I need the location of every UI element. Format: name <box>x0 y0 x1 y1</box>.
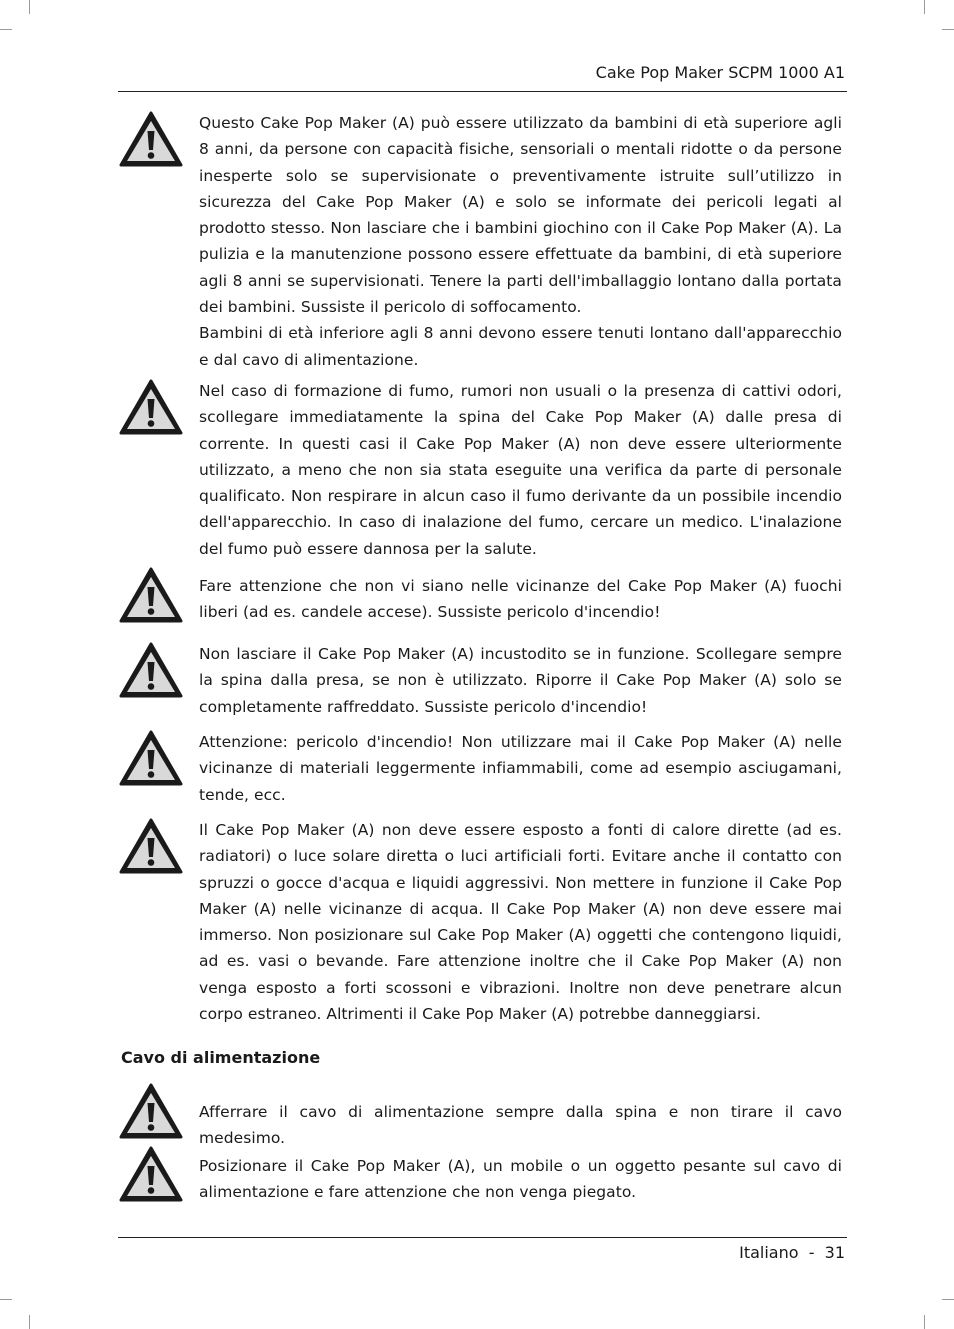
warning-block <box>118 573 845 626</box>
warning-text <box>199 110 842 373</box>
crop-mark <box>0 29 12 30</box>
warning-block <box>118 729 845 808</box>
footer-rule <box>118 1237 847 1238</box>
warning-text <box>199 573 842 626</box>
warning-paragraph: Posizionare il Cake Pop Maker (A), un mobile o un oggetto pesante sul cavo di alimentazione e fare attenzione che non venga piegato. <box>199 1157 842 1202</box>
warning-text <box>199 641 842 720</box>
page-header-title: Cake Pop Maker SCPM 1000 A1 <box>595 63 845 82</box>
warning-block <box>118 110 845 373</box>
warning-text <box>199 1099 842 1152</box>
warning-block <box>118 378 845 562</box>
warning-triangle-icon <box>118 1145 184 1203</box>
warning-triangle-icon <box>118 1082 184 1140</box>
warning-paragraph: Attenzione: pericolo d'incendio! Non utilizzare mai il Cake Pop Maker (A) nelle vicinanze di materiali leggermente infiammabili, come ad esempio asciugamani, tende, ecc. <box>199 733 842 804</box>
warning-block <box>118 817 845 1027</box>
warning-triangle-icon <box>118 729 184 787</box>
crop-mark <box>0 1299 12 1300</box>
warning-triangle-icon <box>118 378 184 436</box>
warning-triangle-icon <box>118 817 184 875</box>
cable-warning-block <box>118 1099 845 1152</box>
warning-text <box>199 1153 842 1206</box>
warning-paragraph: Nel caso di formazione di fumo, rumori non usuali o la presenza di cattivi odori, scollegare immediatamente la spina del Cake Pop Maker (A) dalle presa di corrente. In questi casi il Cake Pop Maker (A) non deve essere ulteriormente utilizzato, a meno che non sia stata eseguite una verifica da parte di personale qualificato. Non respirare in alcun caso il fumo derivante da un possibile incendio dell'apparecchio. In caso di inalazione del fumo, cercare un medico. L'inalazione del fumo può essere dannosa per la salute. <box>199 382 842 558</box>
section-title: Cavo di alimentazione <box>121 1048 321 1067</box>
warning-paragraph: Non lasciare il Cake Pop Maker (A) incustodito se in funzione. Scollegare sempre la spina dalla presa, se non è utilizzato. Riporre il Cake Pop Maker (A) solo se completamente raffreddato. Sussiste pericolo d'incendio! <box>199 645 842 716</box>
page-number: Italiano - 31 <box>739 1243 845 1262</box>
header-rule <box>118 91 847 92</box>
warning-paragraph: Bambini di età inferiore agli 8 anni devono essere tenuti lontano dall'apparecchio e dal cavo di alimentazione. <box>199 324 842 369</box>
crop-mark <box>29 0 30 14</box>
crop-mark <box>942 1299 954 1300</box>
warning-text <box>199 378 842 562</box>
warning-text <box>199 817 842 1027</box>
crop-mark <box>942 29 954 30</box>
warning-paragraph: Afferrare il cavo di alimentazione sempre dalla spina e non tirare il cavo medesimo. <box>199 1103 842 1148</box>
crop-mark <box>924 0 925 14</box>
cable-warning-block <box>118 1153 845 1206</box>
warning-paragraph: Il Cake Pop Maker (A) non deve essere esposto a fonti di calore dirette (ad es. radiatori) o luce solare diretta o luci artificiali forti. Evitare anche il contatto con spruzzi o gocce d'acqua e liquidi aggressivi. Non mettere in funzione il Cake Pop Maker (A) nelle vicinanze di acqua. Il Cake Pop Maker (A) non deve essere mai immerso. Non posizionare sul Cake Pop Maker (A) oggetti che contengono liquidi, ad es. vasi o bevande. Fare attenzione inoltre che il Cake Pop Maker (A) non venga esposto a forti scossoni e vibrazioni. Inoltre non deve penetrare alcun corpo estraneo. Altrimenti il Cake Pop Maker (A) potrebbe danneggiarsi. <box>199 821 842 1024</box>
warning-triangle-icon <box>118 110 184 168</box>
warning-triangle-icon <box>118 566 184 624</box>
warning-text <box>199 729 842 808</box>
crop-mark <box>924 1315 925 1329</box>
warning-paragraph: Fare attenzione che non vi siano nelle vicinanze del Cake Pop Maker (A) fuochi liberi (ad es. candele accese). Sussiste pericolo d'incendio! <box>199 577 842 622</box>
warning-triangle-icon <box>118 641 184 699</box>
warning-paragraph: Questo Cake Pop Maker (A) può essere utilizzato da bambini di età superiore agli 8 anni, da persone con capacità fisiche, sensoriali o mentali ridotte o da persone inesperte solo se supervisionate o preventivamente istruite sull’utilizzo in sicurezza del Cake Pop Maker (A) e solo se informate dei pericoli legati al prodotto stesso. Non lasciare che i bambini giochino con il Cake Pop Maker (A). La pulizia e la manutenzione possono essere effettuate da bambini, di età superiore agli 8 anni se supervisionati. Tenere la parti dell'imballaggio lontano dalla portata dei bambini. Sussiste il pericolo di soffocamento. <box>199 114 842 317</box>
warning-block <box>118 641 845 720</box>
crop-mark <box>29 1315 30 1329</box>
